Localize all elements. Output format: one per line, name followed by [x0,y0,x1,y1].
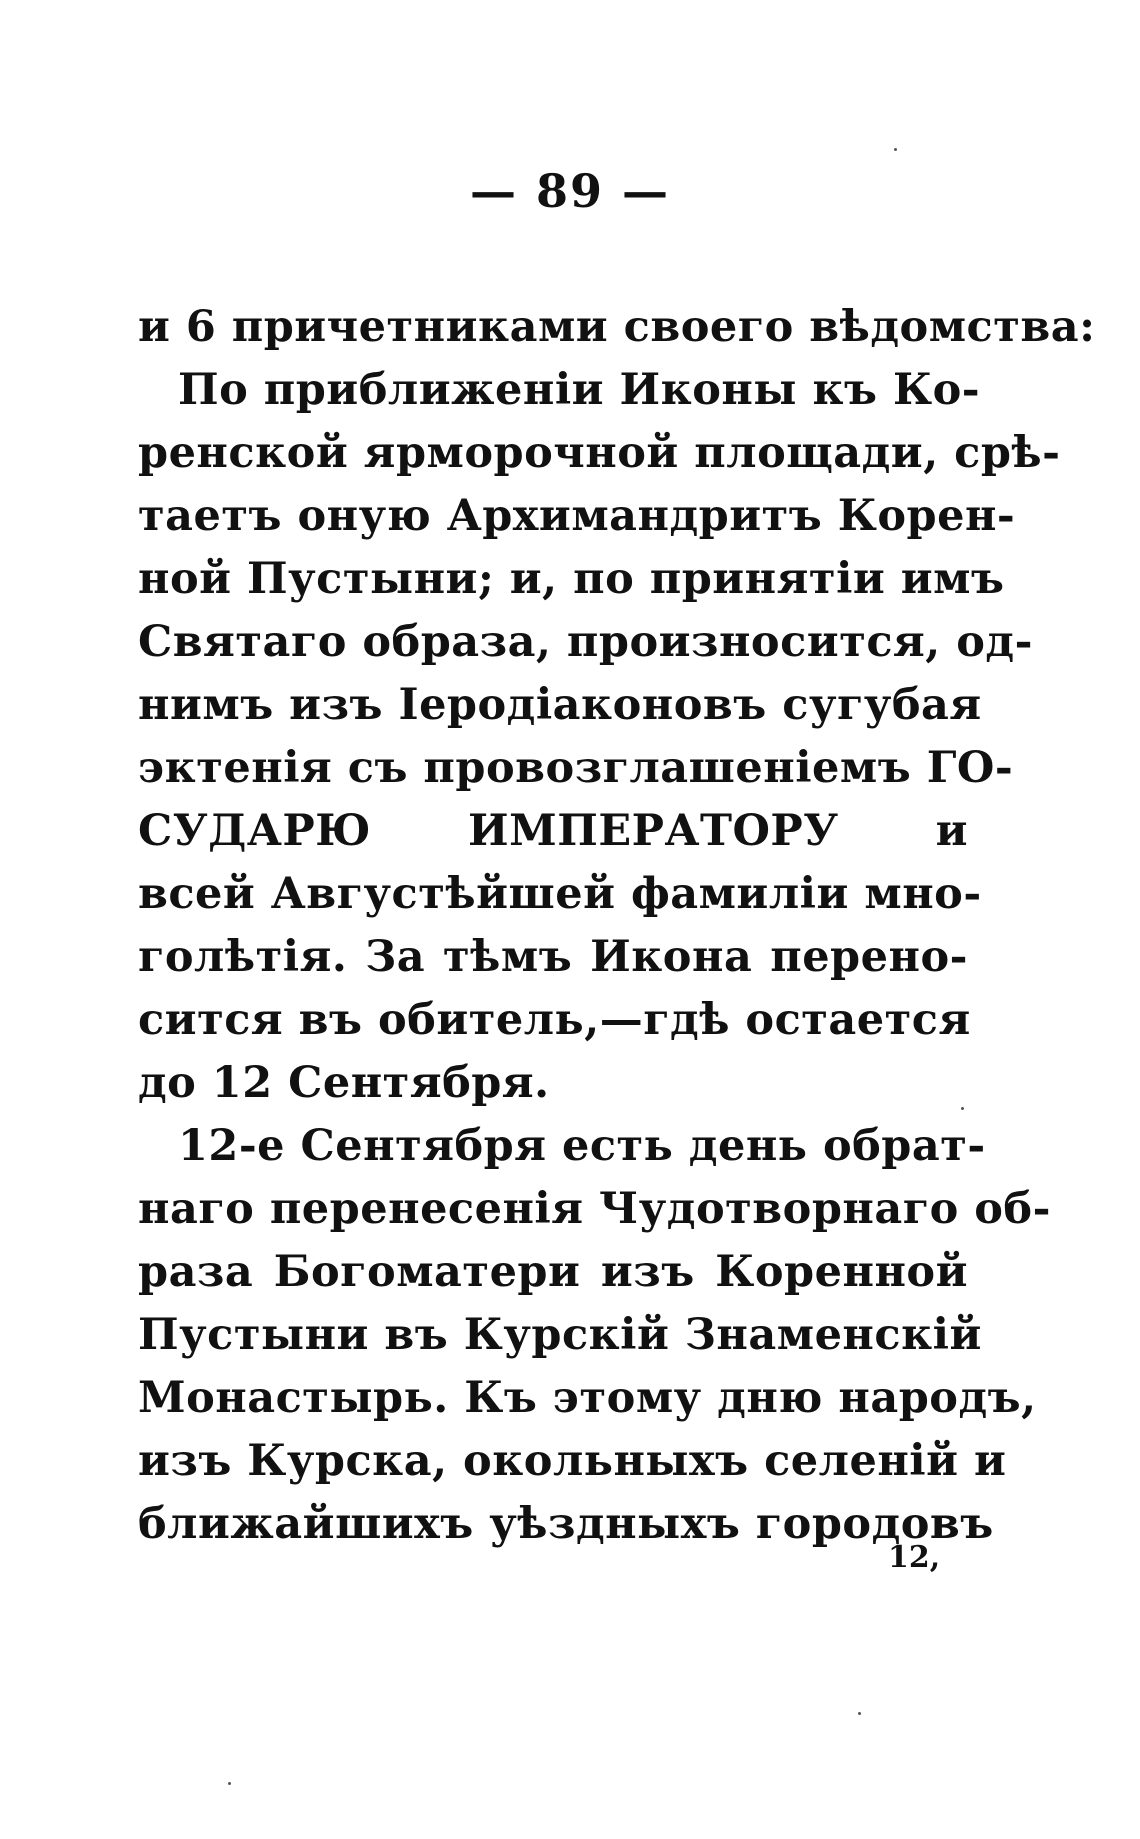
text-line: ближайшихъ уѣздныхъ городовъ [138,1499,994,1549]
text-line: и 6 причетниками своего вѣдомства: [138,302,1096,352]
text-line: Пустыни въ Курскiй Знаменскiй [138,1310,982,1360]
print-speck [961,1107,964,1110]
text-line: По приближенiи Иконы къ Ко- [178,365,981,415]
text-line: ренской ярморочной площади, срѣ- [138,428,1061,478]
text-line: сится въ обитель,—гдѣ остается [138,995,971,1045]
text-line: голѣтiя. За тѣмъ Икона перено- [138,932,968,982]
text-line: ной Пустыни; и, по принятiи имъ [138,554,1005,604]
text-line: изъ Курска, окольныхъ селенiй и [138,1436,1007,1486]
print-speck [894,148,897,151]
text-line: раза Богоматери изъ Коренной [138,1247,968,1297]
text-line: таетъ оную Архимандритъ Корен- [138,491,1016,541]
catchword: 12, [888,1540,941,1575]
text-line: всей Августѣйшей фамилiи мно- [138,869,982,919]
print-speck [228,1782,231,1785]
print-speck [858,1712,861,1715]
text-line: эктенiя съ провозглашенiемъ ГО- [138,743,1014,793]
text-line: нимъ изъ Iеродiаконовъ сугубая [138,680,982,730]
text-line: Святаго образа, произносится, од- [138,617,1033,667]
text-line: наго перенесенiя Чудотворнаго об- [138,1184,1051,1234]
page-number: — 89 — [469,164,671,218]
text-line: 12-е Сентября есть день обрат- [178,1121,986,1171]
text-line: Монастырь. Къ этому дню народъ, [138,1373,1037,1423]
text-line: СУДАРЮ ИМПЕРАТОРУ и [138,806,968,856]
body-text [138,296,1096,1556]
text-line: до 12 Сентября. [138,1058,550,1108]
